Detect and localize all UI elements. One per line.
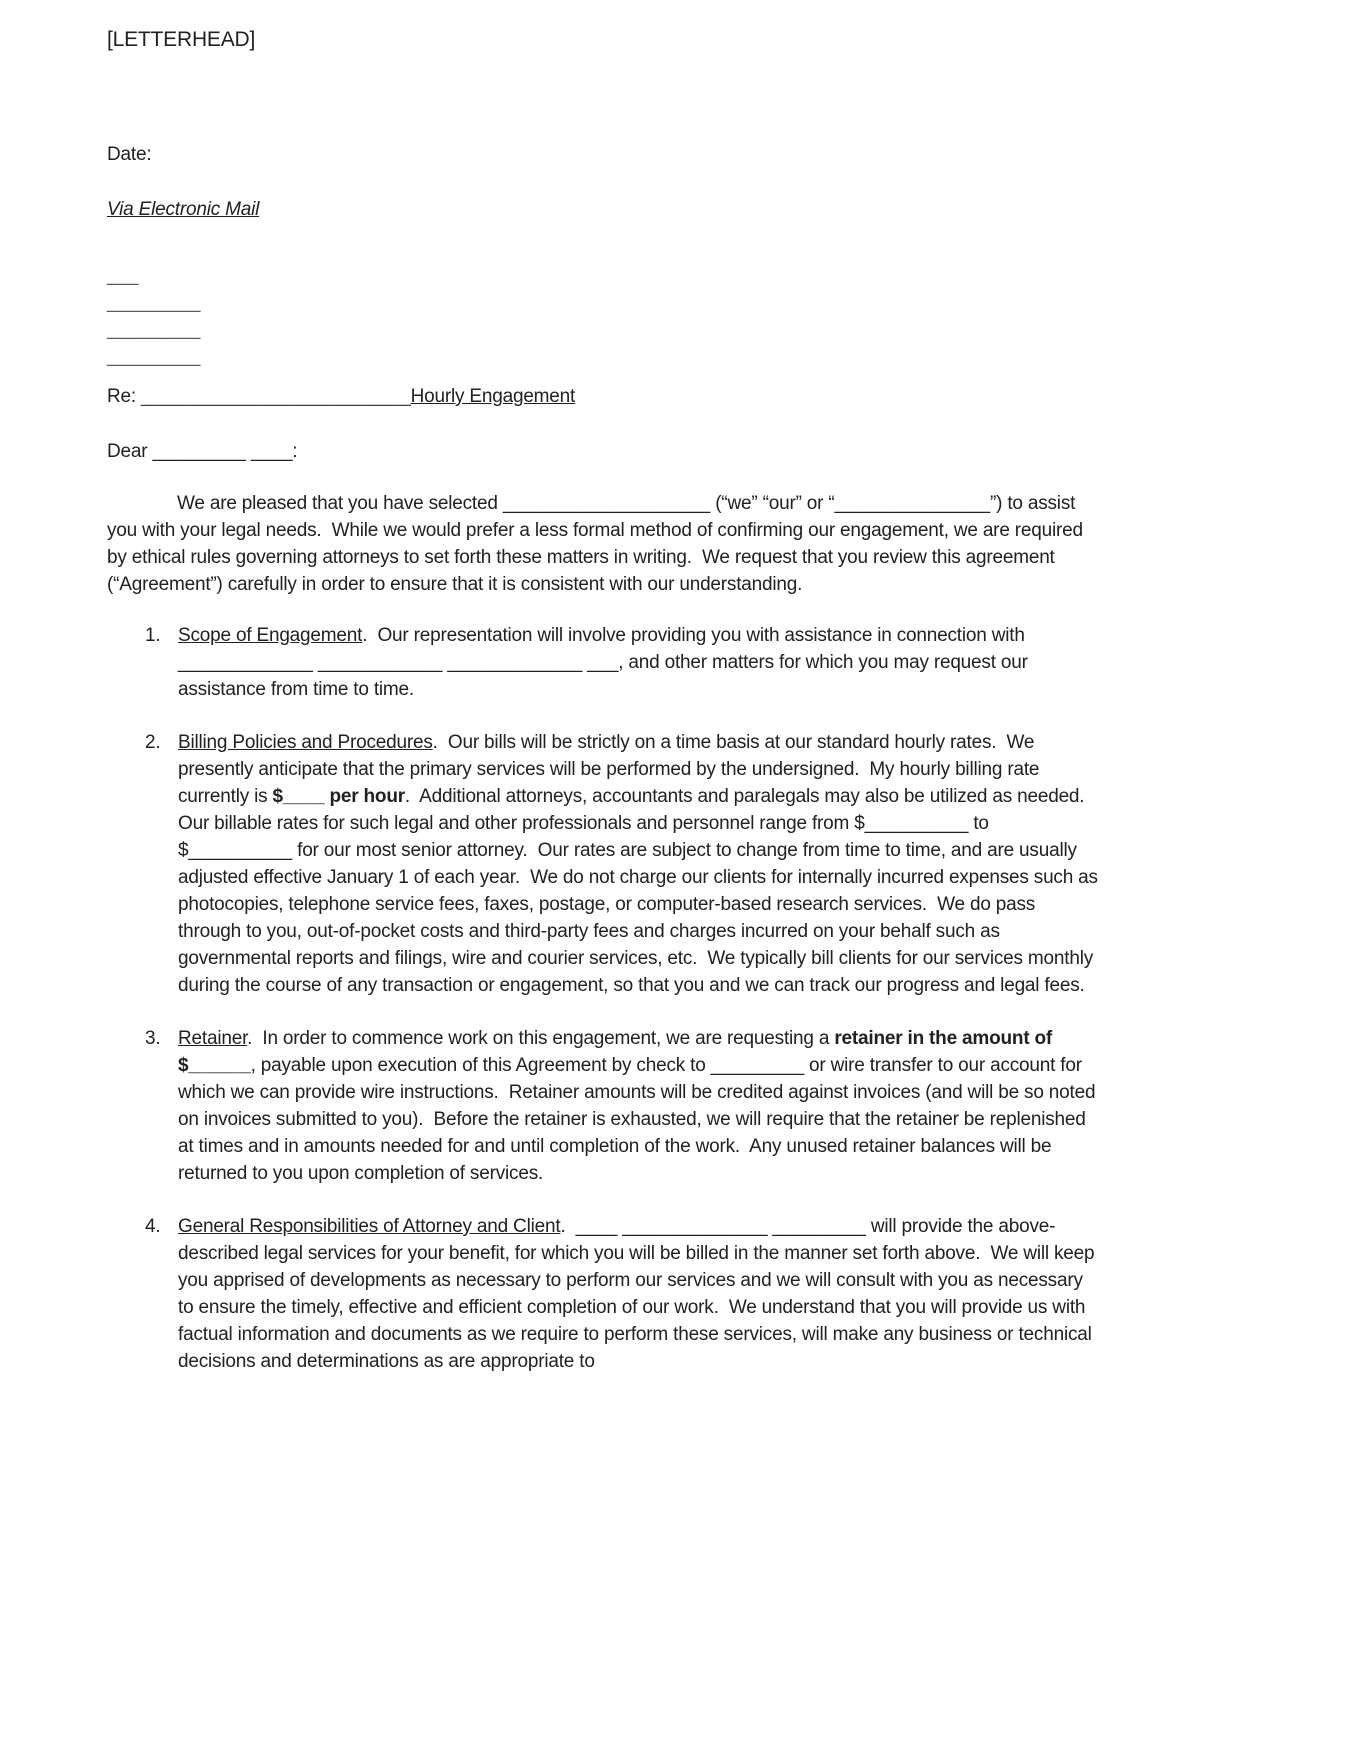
address-blank-line: _________ xyxy=(107,346,201,367)
section-heading: Scope of Engagement xyxy=(178,625,363,646)
engagement-item xyxy=(145,729,1102,999)
section-heading: Billing Policies and Procedures xyxy=(178,732,433,753)
item-number: 4. xyxy=(145,1216,161,1237)
text-segment: retainer in the amount of $______ xyxy=(178,1028,1058,1076)
re-line xyxy=(107,383,1102,410)
item-paragraph xyxy=(178,1025,1102,1187)
item-number: 3. xyxy=(145,1028,161,1049)
text-segment: $____ per hour xyxy=(272,786,405,807)
item-paragraph xyxy=(178,729,1102,999)
intro-paragraph: We are pleased that you have selected ____________________ (“we” “our” or “_______________”) to assist you with your legal needs. While we would prefer a less formal method of confirming our engagement, we are required by ethical rules governing attorneys to set forth these matters in writing. We request that you review this agreement (“Agreement”) carefully in order to ensure that it is consistent with our understanding. xyxy=(107,493,1088,595)
letter-content xyxy=(107,26,1102,1375)
item-number: 1. xyxy=(145,625,161,646)
item-paragraph xyxy=(178,1213,1102,1375)
delivery-method-line: Via Electronic Mail xyxy=(107,199,260,220)
text-segment: . Our bills will be strictly on a time basis at our standard hourly rates. We presently anticipate that the primary services will be performed by the undersigned. My hourly billing rate currently is xyxy=(178,732,1045,807)
address-blank-line: ___ xyxy=(107,265,139,286)
address-blank-line: _________ xyxy=(107,292,201,313)
engagement-item xyxy=(145,622,1102,703)
section-heading: Retainer xyxy=(178,1028,248,1049)
section-heading: General Responsibilities of Attorney and Client xyxy=(178,1216,561,1237)
text-segment: . In order to commence work on this engagement, we are requesting a xyxy=(247,1028,835,1049)
engagement-item xyxy=(145,1025,1102,1187)
address-blank-line: _________ xyxy=(107,319,201,340)
address-block xyxy=(107,262,1102,370)
re-subject: Hourly Engagement xyxy=(410,386,576,407)
re-label: Re: xyxy=(107,386,136,407)
letterhead-text: [LETTERHEAD] xyxy=(107,28,256,51)
text-segment: , payable upon execution of this Agreement by check to _________ or wire transfer to our account for which we can provide wire instructions. Retainer amounts will be credited against invoices (and will be so noted on invoices submitted to you). Before the retainer is exhausted, we will require that the retainer be replenished at times and in amounts needed for and until completion of the work. Any unused retainer balances will be returned to you upon completion of services. xyxy=(178,1055,1101,1184)
salutation: Dear _________ ____: xyxy=(107,441,298,462)
date-label: Date: xyxy=(107,144,152,165)
engagement-item xyxy=(145,1213,1102,1375)
text-segment: . Additional attorneys, accountants and paralegals may also be utilized as needed. Our billable rates for such legal and other professionals and personnel range from $__________ to $__________ for our most senior attorney. Our rates are subject to change from time to time, and are usually adjusted effective January 1 of each year. We do not charge our clients for internally incurred expenses such as photocopies, telephone service fees, faxes, postage, or computer-based research services. We do pass through to you, out-of-pocket costs and third-party fees and charges incurred on your behalf such as governmental reports and filings, wire and courier services, etc. We typically bill clients for our services monthly during the course of any transaction or engagement, so that you and we can track our progress and legal fees. xyxy=(178,786,1103,996)
item-paragraph xyxy=(178,622,1102,703)
text-segment: . Our representation will involve providing you with assistance in connection with _____________ ____________ _____________ ___, and other matters for which you may request our assistance from time to time. xyxy=(178,625,1033,700)
re-blank: __________________________ xyxy=(135,386,411,407)
text-segment: . ____ ______________ _________ will provide the above-described legal services for your benefit, for which you will be billed in the manner set forth above. We will keep you apprised of developments as necessary to perform our services and we will consult with you as necessary to ensure the timely, effective and efficient completion of our work. We understand that you will provide us with factual information and documents as we require to perform these services, will make any business or technical decisions and determinations as are appropriate to xyxy=(178,1216,1100,1372)
item-number: 2. xyxy=(145,732,161,753)
